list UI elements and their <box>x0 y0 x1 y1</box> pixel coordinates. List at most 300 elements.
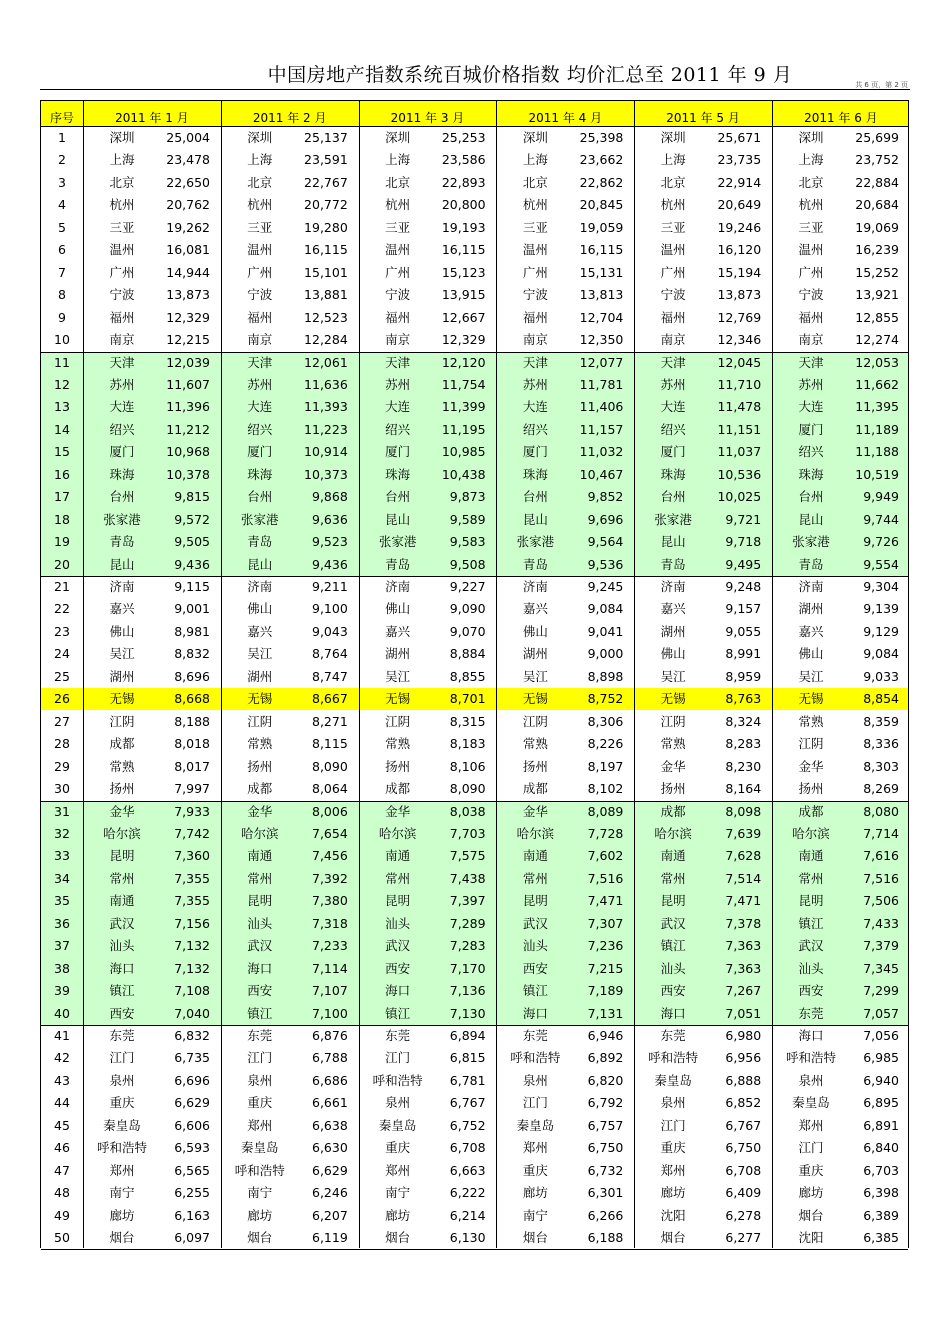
city-cell: 张家港 <box>654 511 692 527</box>
price-cell: 7,267 <box>725 983 762 999</box>
city-cell: 珠海 <box>522 466 548 482</box>
city-cell: 江阴 <box>660 713 686 729</box>
price-cell: 12,120 <box>441 354 486 370</box>
city-cell: 绍兴 <box>660 421 686 437</box>
rank-cell: 13 <box>54 399 70 415</box>
price-cell: 7,345 <box>863 960 899 976</box>
price-cell: 6,792 <box>587 1095 624 1111</box>
price-cell: 8,271 <box>312 713 348 729</box>
city-cell: 秦皇岛 <box>378 1117 417 1133</box>
city-cell: 天津 <box>247 354 273 370</box>
city-cell: 无锡 <box>660 691 686 707</box>
city-cell: 南京 <box>522 332 548 348</box>
price-cell: 6,409 <box>725 1185 762 1201</box>
table-row <box>41 1047 908 1069</box>
city-cell: 温州 <box>247 242 273 258</box>
city-cell: 苏州 <box>522 376 548 392</box>
city-cell: 南宁 <box>109 1185 135 1201</box>
city-cell: 三亚 <box>522 219 548 235</box>
rank-cell: 26 <box>54 691 70 707</box>
price-cell: 8,283 <box>725 736 762 752</box>
price-cell: 6,207 <box>312 1207 348 1223</box>
city-cell: 金华 <box>660 758 686 774</box>
city-cell: 昆明 <box>660 893 686 909</box>
price-cell: 9,852 <box>587 489 624 505</box>
city-cell: 昆山 <box>109 556 135 572</box>
price-cell: 7,156 <box>174 915 210 931</box>
city-cell: 金华 <box>798 758 824 774</box>
price-cell: 23,586 <box>441 152 486 168</box>
price-cell: 25,253 <box>441 130 486 145</box>
price-cell: 9,436 <box>312 556 348 572</box>
price-cell: 6,732 <box>587 1162 624 1178</box>
city-cell: 南通 <box>247 848 273 864</box>
city-cell: 台州 <box>522 489 548 505</box>
price-cell: 11,662 <box>855 376 899 392</box>
city-cell: 济南 <box>109 579 135 594</box>
city-cell: 南通 <box>522 848 548 864</box>
rank-cell: 46 <box>54 1140 70 1156</box>
city-cell: 宁波 <box>660 287 686 303</box>
price-cell: 10,914 <box>304 444 348 460</box>
table-row <box>41 172 908 194</box>
price-cell: 11,212 <box>166 421 210 437</box>
price-cell: 6,840 <box>863 1140 899 1156</box>
city-cell: 镇江 <box>385 1005 411 1021</box>
city-cell: 天津 <box>660 354 686 370</box>
city-cell: 汕头 <box>247 915 273 931</box>
table-row <box>41 778 908 800</box>
price-cell: 7,233 <box>312 938 348 954</box>
price-cell: 8,855 <box>449 668 486 684</box>
city-cell: 汕头 <box>522 938 548 954</box>
city-cell: 福州 <box>522 309 548 325</box>
table-row <box>41 217 908 239</box>
column-divider <box>359 100 360 1248</box>
price-cell: 9,554 <box>863 556 899 572</box>
price-cell: 6,119 <box>312 1230 348 1246</box>
city-cell: 西安 <box>798 983 824 999</box>
group-divider <box>41 801 908 802</box>
price-cell: 13,873 <box>717 287 762 303</box>
city-cell: 江阴 <box>798 736 824 752</box>
price-cell: 6,629 <box>174 1095 210 1111</box>
group-divider <box>41 1025 908 1026</box>
price-cell: 11,781 <box>579 376 624 392</box>
price-cell: 13,813 <box>579 287 624 303</box>
city-cell: 广州 <box>385 264 411 280</box>
rank-cell: 37 <box>54 938 70 954</box>
price-cell: 9,508 <box>449 556 486 572</box>
city-cell: 济南 <box>798 579 824 594</box>
price-cell: 15,252 <box>855 264 899 280</box>
table-row <box>41 845 908 867</box>
city-cell: 江门 <box>109 1050 135 1066</box>
price-cell: 11,393 <box>304 399 348 415</box>
page-title: 中国房地产指数系统百城价格指数 均价汇总至 2011 年 9 月 <box>267 64 793 86</box>
price-cell: 20,684 <box>855 197 899 213</box>
city-cell: 南京 <box>247 332 273 348</box>
rank-cell: 4 <box>58 197 66 213</box>
city-cell: 常州 <box>385 870 411 886</box>
price-cell: 25,671 <box>717 130 762 145</box>
price-cell: 11,195 <box>441 421 486 437</box>
table-row <box>41 329 908 351</box>
city-cell: 温州 <box>660 242 686 258</box>
city-cell: 江门 <box>385 1050 411 1066</box>
city-cell: 南宁 <box>247 1185 273 1201</box>
city-cell: 东莞 <box>247 1028 273 1043</box>
group-divider <box>41 576 908 577</box>
price-cell: 6,398 <box>863 1185 899 1201</box>
price-cell: 15,131 <box>579 264 624 280</box>
price-cell: 25,398 <box>579 130 624 145</box>
rank-cell: 11 <box>54 354 70 370</box>
table-row <box>41 1070 908 1092</box>
city-cell: 呼和浩特 <box>510 1050 561 1066</box>
city-cell: 大连 <box>109 399 135 415</box>
city-cell: 东莞 <box>109 1028 135 1043</box>
price-cell: 9,043 <box>312 623 348 639</box>
price-cell: 6,767 <box>725 1117 762 1133</box>
city-cell: 镇江 <box>247 1005 273 1021</box>
city-cell: 吴江 <box>109 646 135 662</box>
city-cell: 廊坊 <box>385 1207 411 1223</box>
city-cell: 海口 <box>660 1005 686 1021</box>
city-cell: 台州 <box>660 489 686 505</box>
price-cell: 6,820 <box>587 1072 624 1088</box>
column-divider <box>772 100 773 1248</box>
price-cell: 16,239 <box>855 242 899 258</box>
price-cell: 8,303 <box>863 758 899 774</box>
city-cell: 重庆 <box>385 1140 411 1156</box>
price-cell: 10,985 <box>441 444 486 460</box>
rank-cell: 31 <box>54 803 70 819</box>
price-cell: 19,280 <box>304 219 348 235</box>
city-cell: 武汉 <box>522 915 548 931</box>
city-cell: 东莞 <box>385 1028 411 1043</box>
city-cell: 苏州 <box>385 376 411 392</box>
price-cell: 16,081 <box>166 242 210 258</box>
city-cell: 杭州 <box>660 197 686 213</box>
price-cell: 11,037 <box>717 444 762 460</box>
city-cell: 武汉 <box>660 915 686 931</box>
city-cell: 北京 <box>109 174 135 190</box>
price-cell: 7,380 <box>312 893 348 909</box>
city-cell: 昆明 <box>522 893 548 909</box>
table-row <box>41 576 908 598</box>
price-cell: 7,283 <box>449 938 486 954</box>
city-cell: 呼和浩特 <box>785 1050 836 1066</box>
city-cell: 青岛 <box>385 556 411 572</box>
city-cell: 北京 <box>385 174 411 190</box>
table-row <box>41 509 908 531</box>
city-cell: 常熟 <box>660 736 686 752</box>
city-cell: 三亚 <box>660 219 686 235</box>
price-cell: 12,329 <box>441 332 486 348</box>
price-cell: 12,284 <box>304 332 348 348</box>
city-cell: 武汉 <box>247 938 273 954</box>
price-cell: 6,301 <box>587 1185 624 1201</box>
city-cell: 温州 <box>109 242 135 258</box>
price-cell: 13,915 <box>441 287 486 303</box>
price-cell: 10,536 <box>717 466 762 482</box>
city-cell: 深圳 <box>385 130 411 145</box>
table-row <box>41 958 908 980</box>
city-cell: 烟台 <box>385 1230 411 1246</box>
city-cell: 绍兴 <box>247 421 273 437</box>
price-cell: 7,136 <box>449 983 486 999</box>
city-cell: 泉州 <box>660 1095 686 1111</box>
price-cell: 7,654 <box>312 825 348 841</box>
price-cell: 12,523 <box>304 309 348 325</box>
rank-cell: 24 <box>54 646 70 662</box>
city-cell: 宁波 <box>109 287 135 303</box>
rank-cell: 33 <box>54 848 70 864</box>
rank-cell: 15 <box>54 444 70 460</box>
price-cell: 8,898 <box>587 668 624 684</box>
city-cell: 汕头 <box>385 915 411 931</box>
price-cell: 12,039 <box>166 354 210 370</box>
price-cell: 6,980 <box>725 1028 762 1043</box>
price-cell: 19,069 <box>855 219 899 235</box>
price-cell: 7,040 <box>174 1005 210 1021</box>
rank-cell: 20 <box>54 556 70 572</box>
price-cell: 6,389 <box>863 1207 899 1223</box>
city-cell: 郑州 <box>798 1117 824 1133</box>
price-cell: 6,703 <box>863 1162 899 1178</box>
price-cell: 6,757 <box>587 1117 624 1133</box>
city-cell: 大连 <box>247 399 273 415</box>
city-cell: 天津 <box>522 354 548 370</box>
city-cell: 郑州 <box>109 1162 135 1178</box>
price-cell: 7,051 <box>725 1005 762 1021</box>
price-cell: 6,767 <box>449 1095 486 1111</box>
city-cell: 杭州 <box>522 197 548 213</box>
price-cell: 12,061 <box>304 354 348 370</box>
price-cell: 11,223 <box>304 421 348 437</box>
city-cell: 哈尔滨 <box>103 825 141 841</box>
price-cell: 6,892 <box>587 1050 624 1066</box>
city-cell: 湖州 <box>660 623 686 639</box>
city-cell: 吴江 <box>385 668 411 684</box>
city-cell: 珠海 <box>109 466 135 482</box>
price-cell: 9,090 <box>449 601 486 617</box>
city-cell: 海口 <box>798 1028 824 1043</box>
city-cell: 杭州 <box>798 197 824 213</box>
header-month: 2011 年 5 月 <box>666 111 740 125</box>
price-cell: 9,873 <box>449 489 486 505</box>
table-row <box>41 149 908 171</box>
table-row <box>41 374 908 396</box>
price-cell: 6,781 <box>449 1072 486 1088</box>
price-cell: 8,064 <box>312 781 348 797</box>
price-cell: 9,523 <box>312 534 348 550</box>
price-cell: 7,602 <box>587 848 624 864</box>
price-cell: 23,591 <box>304 152 348 168</box>
city-cell: 南宁 <box>522 1207 548 1223</box>
price-cell: 7,318 <box>312 915 348 931</box>
price-cell: 6,606 <box>174 1117 210 1133</box>
city-cell: 嘉兴 <box>109 601 135 617</box>
price-cell: 22,914 <box>717 174 762 190</box>
price-cell: 7,616 <box>863 848 899 864</box>
price-cell: 9,227 <box>449 579 486 594</box>
price-cell: 7,516 <box>587 870 624 886</box>
city-cell: 重庆 <box>247 1095 273 1111</box>
city-cell: 绍兴 <box>385 421 411 437</box>
city-cell: 武汉 <box>385 938 411 954</box>
city-cell: 常州 <box>522 870 548 886</box>
price-cell: 6,750 <box>725 1140 762 1156</box>
price-cell: 9,495 <box>725 556 762 572</box>
city-cell: 江门 <box>660 1117 686 1133</box>
table-row <box>41 823 908 845</box>
city-cell: 台州 <box>385 489 411 505</box>
rank-cell: 50 <box>54 1230 70 1246</box>
rank-cell: 8 <box>58 287 66 303</box>
price-cell: 9,129 <box>863 623 899 639</box>
table-row <box>41 913 908 935</box>
price-cell: 10,373 <box>304 466 348 482</box>
price-cell: 9,041 <box>587 623 624 639</box>
city-cell: 天津 <box>798 354 824 370</box>
rank-cell: 12 <box>54 376 70 392</box>
price-cell: 11,189 <box>855 421 899 437</box>
price-cell: 7,299 <box>863 983 899 999</box>
price-cell: 8,017 <box>174 758 210 774</box>
city-cell: 昆山 <box>798 511 824 527</box>
city-cell: 南京 <box>385 332 411 348</box>
table-row <box>41 1227 908 1249</box>
table-row <box>41 801 908 823</box>
city-cell: 西安 <box>522 960 548 976</box>
price-cell: 10,467 <box>579 466 624 482</box>
city-cell: 南京 <box>660 332 686 348</box>
table-row <box>41 554 908 576</box>
city-cell: 海口 <box>385 983 411 999</box>
city-cell: 台州 <box>798 489 824 505</box>
city-cell: 无锡 <box>798 691 824 707</box>
price-cell: 7,131 <box>587 1005 624 1021</box>
column-divider <box>634 100 635 1248</box>
city-cell: 大连 <box>385 399 411 415</box>
price-cell: 12,855 <box>855 309 899 325</box>
price-cell: 8,006 <box>312 803 348 819</box>
table-row <box>41 756 908 778</box>
city-cell: 江门 <box>798 1140 824 1156</box>
city-cell: 湖州 <box>385 646 411 662</box>
rank-cell: 36 <box>54 915 70 931</box>
city-cell: 西安 <box>660 983 686 999</box>
rank-cell: 45 <box>54 1117 70 1133</box>
price-cell: 20,845 <box>579 197 624 213</box>
price-cell: 6,696 <box>174 1072 210 1088</box>
city-cell: 济南 <box>385 579 411 594</box>
city-cell: 张家港 <box>241 511 279 527</box>
header-month: 2011 年 4 月 <box>528 111 603 125</box>
city-cell: 无锡 <box>522 691 548 707</box>
city-cell: 镇江 <box>798 915 824 931</box>
price-cell: 6,788 <box>312 1050 348 1066</box>
table-row <box>41 419 908 441</box>
city-cell: 宁波 <box>522 287 548 303</box>
price-cell: 6,222 <box>449 1185 486 1201</box>
price-cell: 15,194 <box>717 264 762 280</box>
city-cell: 南通 <box>660 848 686 864</box>
price-cell: 12,346 <box>717 332 762 348</box>
city-cell: 济南 <box>660 579 686 594</box>
city-cell: 张家港 <box>792 534 830 550</box>
city-cell: 厦门 <box>385 444 411 460</box>
price-cell: 8,090 <box>449 781 486 797</box>
city-cell: 杭州 <box>109 197 135 213</box>
city-cell: 北京 <box>798 174 824 190</box>
city-cell: 厦门 <box>522 444 548 460</box>
city-cell: 重庆 <box>660 1140 686 1156</box>
city-cell: 常熟 <box>247 736 273 752</box>
price-cell: 9,583 <box>449 534 486 550</box>
price-cell: 6,593 <box>174 1140 210 1156</box>
price-cell: 7,114 <box>312 960 348 976</box>
city-cell: 沈阳 <box>660 1207 686 1223</box>
price-cell: 19,262 <box>166 219 210 235</box>
price-cell: 9,139 <box>863 601 899 617</box>
price-cell: 8,230 <box>725 758 762 774</box>
city-cell: 常熟 <box>522 736 548 752</box>
rank-cell: 27 <box>54 713 70 729</box>
price-cell: 7,057 <box>863 1005 899 1021</box>
table-bottom-border <box>41 1249 908 1250</box>
city-cell: 三亚 <box>385 219 411 235</box>
rank-cell: 42 <box>54 1050 70 1066</box>
city-cell: 绍兴 <box>109 421 135 437</box>
city-cell: 昆明 <box>385 893 411 909</box>
price-cell: 8,359 <box>863 713 899 729</box>
price-cell: 8,197 <box>587 758 624 774</box>
price-cell: 12,053 <box>855 354 899 370</box>
price-cell: 8,080 <box>863 803 899 819</box>
city-cell: 成都 <box>247 781 273 797</box>
city-cell: 呼和浩特 <box>372 1072 423 1088</box>
price-cell: 13,873 <box>166 287 210 303</box>
city-cell: 成都 <box>660 803 686 819</box>
price-cell: 8,164 <box>725 781 762 797</box>
city-cell: 北京 <box>522 174 548 190</box>
price-cell: 7,215 <box>587 960 624 976</box>
city-cell: 珠海 <box>385 466 411 482</box>
city-cell: 嘉兴 <box>385 623 411 639</box>
rank-cell: 44 <box>54 1095 70 1111</box>
city-cell: 湖州 <box>109 668 135 684</box>
city-cell: 珠海 <box>660 466 686 482</box>
price-cell: 8,018 <box>174 736 210 752</box>
price-cell: 8,188 <box>174 713 210 729</box>
price-cell: 7,189 <box>587 983 624 999</box>
price-cell: 8,764 <box>312 646 348 662</box>
page-number-label: 共 6 页，第 2 页 <box>855 81 908 89</box>
city-cell: 扬州 <box>522 758 548 774</box>
price-cell: 11,636 <box>304 376 348 392</box>
city-cell: 泉州 <box>109 1072 135 1088</box>
price-cell: 8,183 <box>449 736 486 752</box>
price-cell: 7,714 <box>863 825 899 841</box>
city-cell: 深圳 <box>660 130 686 145</box>
city-cell: 金华 <box>247 803 273 819</box>
price-cell: 7,628 <box>725 848 762 864</box>
price-cell: 7,108 <box>174 983 210 999</box>
price-cell: 7,471 <box>725 893 762 909</box>
